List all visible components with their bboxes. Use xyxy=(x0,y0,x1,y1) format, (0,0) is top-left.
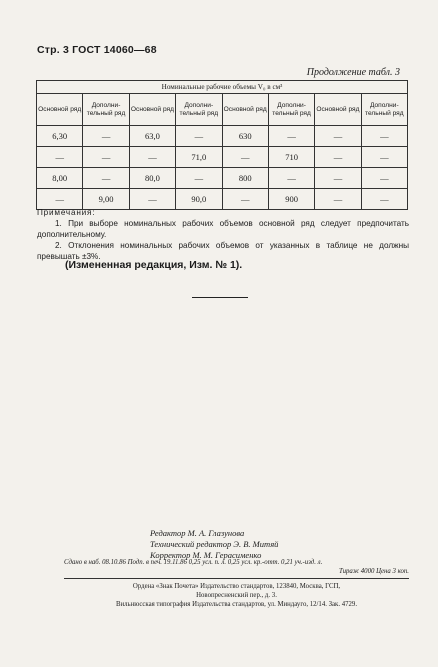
table-cell: 63,0 xyxy=(129,126,175,147)
table-cell: 71,0 xyxy=(176,147,222,168)
column-header: Дополни-тельный ряд xyxy=(176,94,222,126)
table-cell: — xyxy=(268,168,314,189)
section-divider xyxy=(192,297,248,298)
column-header: Основной ряд xyxy=(129,94,175,126)
note-1: 1. При выборе номинальных рабочих объемов основной ряд следует предпочитать дополнительному. xyxy=(37,219,409,239)
table-cell: 710 xyxy=(268,147,314,168)
footer-line-1: Ордена «Знак Почета» Издательство стандартов, 123840, Москва, ГСП, xyxy=(132,583,341,590)
table-cell: — xyxy=(176,168,222,189)
notes-section xyxy=(37,207,409,262)
table-cell: — xyxy=(129,147,175,168)
tech-editor-line: Технический редактор Э. В. Митяй xyxy=(150,539,279,549)
table-cell: — xyxy=(361,168,407,189)
table-cell: 6,30 xyxy=(37,126,83,147)
table-cell: — xyxy=(83,147,129,168)
publication-line-1: Сдано в наб. 08.10.86 Подп. в печ. 19.11.86 0,25 усл. п. л. 0,25 усл. кр.-отт. 0,21 уч.-изд. л. xyxy=(64,559,323,566)
table-continuation-label: Продолжение табл. 3 xyxy=(306,67,400,78)
footer-divider xyxy=(64,578,409,579)
table-cell: — xyxy=(222,189,268,210)
table-row xyxy=(37,126,408,147)
table-cell: 9,00 xyxy=(83,189,129,210)
table-cell: — xyxy=(361,126,407,147)
notes-title: Примечания: xyxy=(37,208,96,217)
table-cell: 630 xyxy=(222,126,268,147)
column-header: Дополни-тельный ряд xyxy=(268,94,314,126)
table-cell: — xyxy=(222,147,268,168)
table-cell: 800 xyxy=(222,168,268,189)
table-group-header: Номинальные рабочие объемы V₀ в см³ xyxy=(37,81,408,94)
table-cell: — xyxy=(361,189,407,210)
footer-line-2: Новопресненский пер., д. 3. xyxy=(196,592,277,599)
table-group-header-row xyxy=(37,81,408,94)
table-cell: — xyxy=(37,147,83,168)
corrector-line: Корректор М. М. Герасименко xyxy=(150,550,262,560)
column-header: Дополни-тельный ряд xyxy=(361,94,407,126)
column-header: Дополни-тельный ряд xyxy=(83,94,129,126)
table-cell: — xyxy=(37,189,83,210)
table-column-header-row xyxy=(37,94,408,126)
table-cell: — xyxy=(315,126,361,147)
table-cell: 90,0 xyxy=(176,189,222,210)
table-cell: — xyxy=(268,126,314,147)
table-cell: 8,00 xyxy=(37,168,83,189)
table-row xyxy=(37,147,408,168)
table-cell: — xyxy=(315,189,361,210)
footer-line-3: Вильнюсская типография Издательства стандартов, ул. Миндауго, 12/14. Зак. 4729. xyxy=(115,601,358,608)
table-cell: 900 xyxy=(268,189,314,210)
table-row xyxy=(37,168,408,189)
amendment-note: (Измененная редакция, Изм. № 1). xyxy=(65,259,243,271)
editor-line: Редактор М. А. Глазунова xyxy=(150,528,245,538)
editors-block xyxy=(150,528,278,561)
table-cell: — xyxy=(176,126,222,147)
page-header: Стр. 3 ГОСТ 14060—68 xyxy=(37,44,157,56)
table-cell: — xyxy=(361,147,407,168)
note-2: 2. Отклонения номинальных рабочих объемов от указанных в таблице не должны превышать ±3%. xyxy=(37,241,409,261)
table-cell: — xyxy=(129,189,175,210)
publication-info xyxy=(64,559,409,576)
table-cell: — xyxy=(83,168,129,189)
column-header: Основной ряд xyxy=(37,94,83,126)
table-cell: — xyxy=(83,126,129,147)
table-cell: — xyxy=(315,147,361,168)
table-cell: 80,0 xyxy=(129,168,175,189)
publisher-footer xyxy=(64,582,409,609)
table-cell: — xyxy=(315,168,361,189)
publication-line-2: Тираж 4000 Цена 3 коп. xyxy=(338,567,409,575)
column-header: Основной ряд xyxy=(315,94,361,126)
column-header: Основной ряд xyxy=(222,94,268,126)
nominal-volumes-table xyxy=(36,80,408,210)
